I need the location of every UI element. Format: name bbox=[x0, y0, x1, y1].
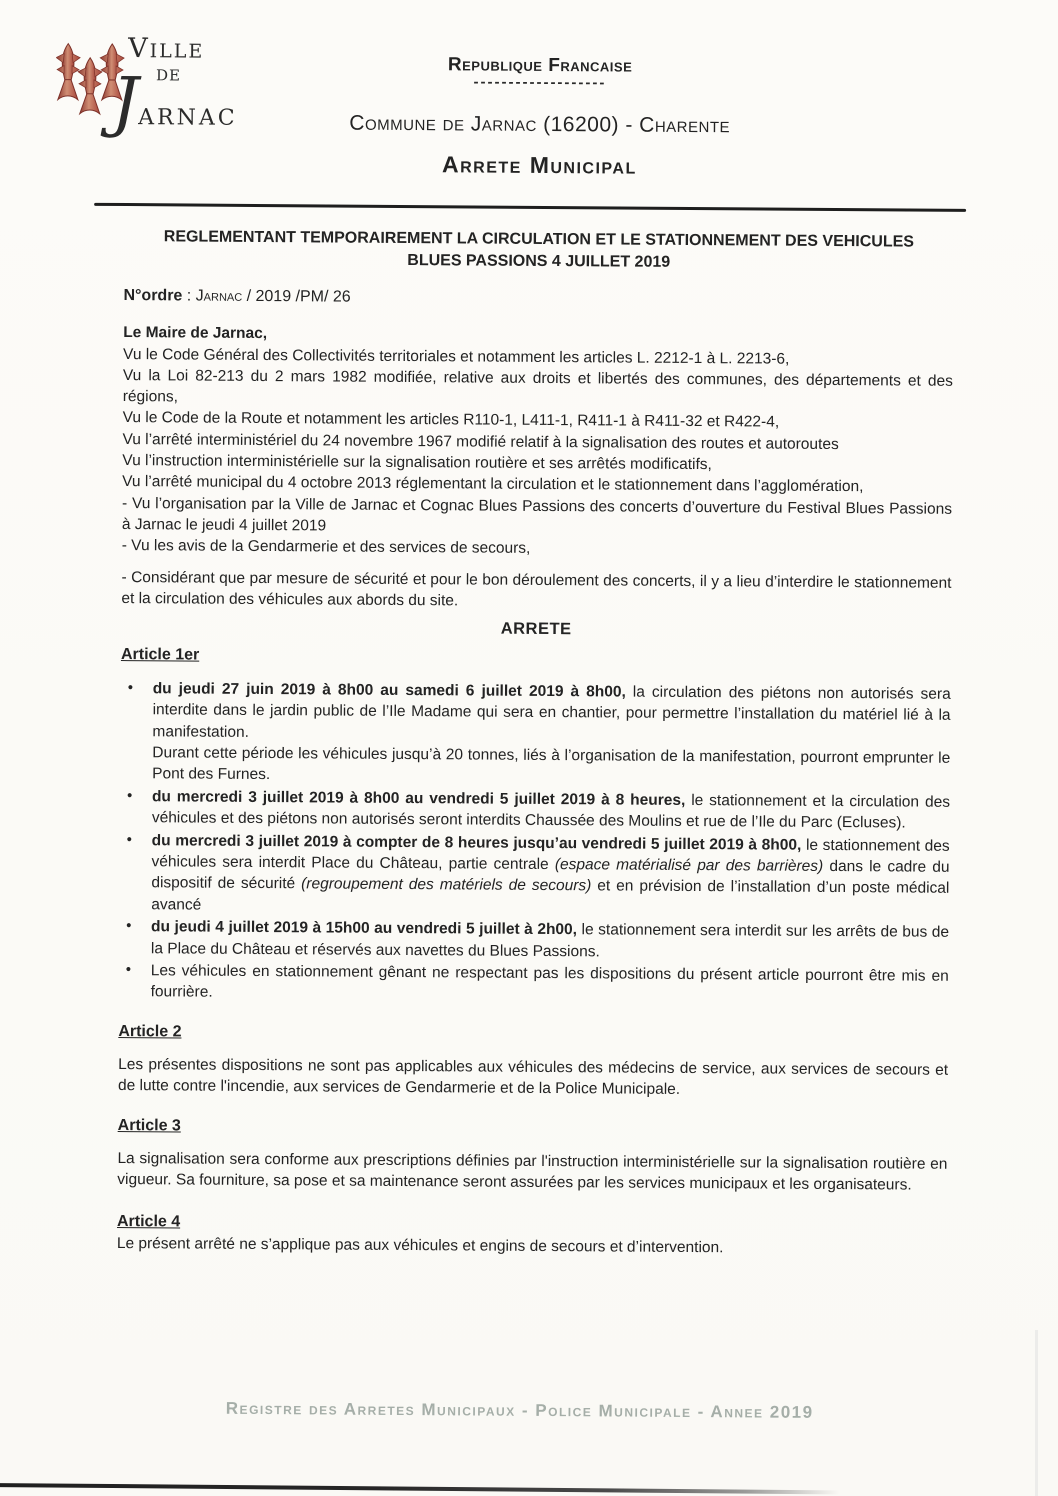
commune-line: Commune de Jarnac (16200) - Charente bbox=[349, 111, 731, 138]
article-1-bullet-list bbox=[119, 678, 951, 1009]
bullet-text: dans le cadre du dispositif de sécurité bbox=[151, 857, 950, 893]
article-2-body: Les présentes dispositions ne sont pas applicables aux véhicules des médecins de service, aux services de secours et de lutte contre l'incendie, aux services de Gendarmerie et de la Police Municipale. bbox=[117, 1056, 949, 1099]
bullet-text: le stationnement des véhicules sera interdit Place du Château, partie centrale bbox=[151, 836, 950, 874]
bullet-text: et en prévision de l’installation d’un poste médical avancé bbox=[151, 877, 950, 914]
bullet-text: le stationnement sera interdit sur les arrêts de bus de la Place du Château et réservés aux navettes du Blues Passions. bbox=[150, 921, 950, 960]
scan-edge-right bbox=[1035, 1330, 1038, 1496]
preamble-line: Vu l’arrêté interministériel du 24 novembre 1967 modifié relatif à la signalisation des routes et autoroutes bbox=[122, 430, 839, 453]
logo-ville: Ville bbox=[128, 33, 205, 65]
fish-icon bbox=[78, 58, 102, 114]
preamble-line: Vu l’arrêté municipal du 4 octobre 2013 réglementant la circulation et le stationnement dans l’agglomération, bbox=[122, 473, 864, 496]
article-3-heading: Article 3 bbox=[117, 1116, 181, 1135]
bullet-text: la circulation des piétons non autorisés sera interdite dans le jardin public de l’Ile Madame qui sera en chantier, pour permettre l’installation du matériel lié à la manifestation. bbox=[152, 683, 951, 741]
decree-title bbox=[124, 226, 954, 276]
preamble-line: Vu la Loi 82-213 du 2 mars 1982 modifiée, relative aux droits et libertés des communes, des départements et des régions, bbox=[122, 366, 953, 406]
order-number bbox=[123, 285, 953, 312]
list-item bbox=[119, 960, 949, 1009]
logo-de: de bbox=[155, 61, 182, 86]
article-4-body: Le présent arrêté ne s’applique pas aux véhicules et engins de secours et d’intervention. bbox=[116, 1234, 724, 1257]
republique-line: Republique Francaise bbox=[447, 54, 633, 77]
date-range-bold: du mercredi 3 juillet 2019 à compter de 8 heures jusqu’au vendredi 5 juillet 2019 à 8h00, bbox=[151, 831, 802, 854]
bullet-text: le stationnement et la circulation des véhicules et des piétons non autorisés seront interdits Chaussée des Moulins et rue de l’Ile du Parc (Ecluses). bbox=[151, 791, 951, 832]
italic-note: (espace matérialisé par des barrières) bbox=[554, 856, 824, 875]
arrete-heading: ARRETE bbox=[500, 619, 572, 639]
list-item bbox=[120, 786, 950, 835]
preamble-line: Vu le Code Général des Collectivités territoriales et notamment les articles L. 2212-1 à L. 2213-6, bbox=[123, 345, 790, 368]
document-header bbox=[124, 0, 955, 182]
order-number-label: N°ordre bbox=[123, 287, 183, 305]
article-2-heading: Article 2 bbox=[118, 1022, 182, 1041]
preamble-line: Vu l’instruction interministérielle sur la signalisation routière et ses arrêtés modificatifs, bbox=[122, 452, 712, 474]
document-body bbox=[117, 226, 954, 1260]
list-item bbox=[119, 916, 949, 965]
registre-footer-text: Registre des Arretes Municipaux - Police Municipale - Annee 2019 bbox=[225, 1398, 814, 1422]
title-line-1: REGLEMENTANT TEMPORAIREMENT LA CIRCULATION ET LE STATIONNEMENT DES VEHICULES bbox=[163, 228, 915, 251]
preamble-line: - Vu les avis de la Gendarmerie et des services de secours, bbox=[121, 537, 531, 558]
article-3-body: La signalisation sera conforme aux prescriptions définies par l'instruction interministérielle sur la signalisation routière en vigueur. Sa fourniture, sa pose et sa maintenance seront assurées par les services municipaux et les organisateurs. bbox=[117, 1150, 948, 1194]
maire-line: Le Maire de Jarnac, bbox=[123, 324, 268, 343]
dashed-separator: ------------------- bbox=[473, 73, 607, 92]
preamble-line: - Vu l’organisation par la Ville de Jarnac et Cognac Blues Passions des concerts d’ouverture du Festival Blues Passions à Jarnac le jeudi 4 juillet 2019 bbox=[121, 494, 953, 535]
order-number-value: : Jarnac / 2019 /PM/ 26 bbox=[182, 287, 351, 306]
bullet-continuation: Durant cette période les véhicules jusqu’à 20 tonnes, liés à l’organisation de la manifestation, pourront emprunter le Pont des Furnes. bbox=[152, 744, 951, 784]
list-item bbox=[120, 678, 951, 791]
date-range-bold: du jeudi 4 juillet 2019 à 15h00 au vendredi 5 juillet à 2h00, bbox=[151, 918, 578, 939]
title-line-2: BLUES PASSIONS 4 JUILLET 2019 bbox=[407, 252, 671, 271]
list-item bbox=[119, 830, 950, 921]
doc-type-heading: Arrete Municipal bbox=[441, 151, 637, 179]
logo-jarnac: Jarnac bbox=[111, 62, 238, 141]
preamble-line: Vu le Code de la Route et notamment les articles R110-1, L411-1, R411-1 à R411-32 et R422-4, bbox=[122, 409, 780, 432]
italic-note: (regroupement des matériels de secours) bbox=[301, 875, 592, 895]
article-1-heading: Article 1er bbox=[120, 646, 200, 665]
fish-icon bbox=[56, 44, 80, 100]
date-range-bold: du mercredi 3 juillet 2019 à 8h00 au vendredi 5 juillet 2019 à 8 heures, bbox=[151, 788, 686, 809]
preamble bbox=[122, 322, 954, 562]
header-rule bbox=[94, 203, 966, 212]
considerant-paragraph: - Considérant que par mesure de sécurité et pour le bon déroulement des concerts, il y a lieu d’interdire le stationnement et la circulation des véhicules aux abords du site. bbox=[121, 568, 952, 610]
article-4-heading: Article 4 bbox=[116, 1212, 181, 1231]
date-range-bold: du jeudi 27 juin 2019 à 8h00 au samedi 6 juillet 2019 à 8h00, bbox=[152, 679, 626, 701]
bullet-text: Les véhicules en stationnement gênant ne respectant pas les dispositions du présent article pourront être mis en fourrière. bbox=[150, 962, 949, 1002]
